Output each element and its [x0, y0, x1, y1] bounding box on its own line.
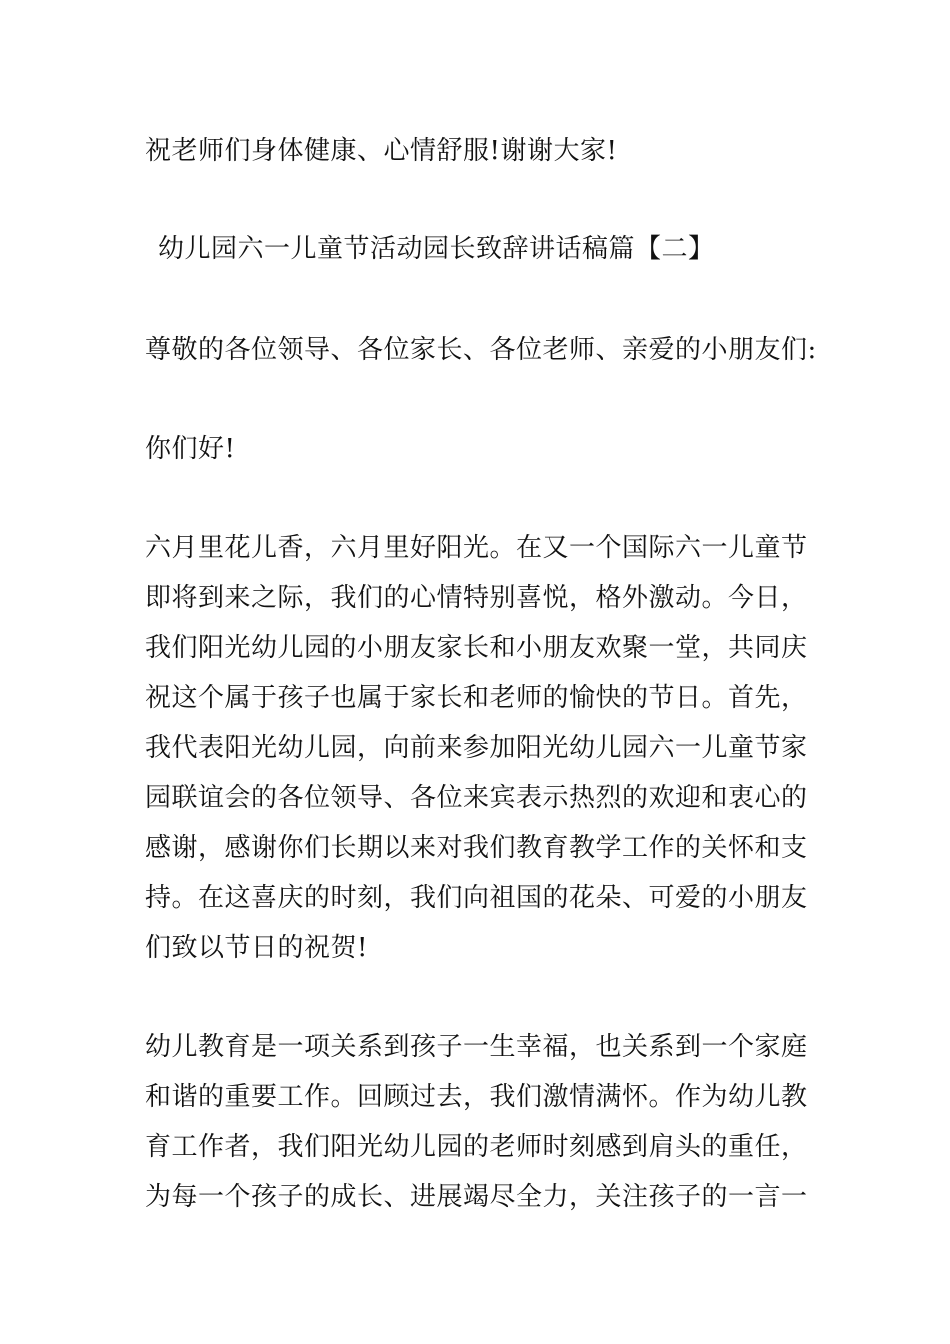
paragraph-2 — [145, 1022, 815, 1222]
paragraph-line: 园联谊会的各位领导、各位来宾表示热烈的欢迎和衷心的 — [145, 783, 808, 813]
closing-line: 祝老师们身体健康、心情舒服!谢谢大家! — [145, 136, 618, 166]
paragraph-line: 幼儿教育是一项关系到孩子一生幸福，也关系到一个家庭 — [145, 1032, 808, 1062]
paragraph-line: 育工作者，我们阳光幼儿园的老师时刻感到肩头的重任， — [145, 1132, 808, 1162]
section-heading: 幼儿园六一儿童节活动园长致辞讲话稿篇【二】 — [158, 234, 715, 264]
paragraph-line: 我代表阳光幼儿园，向前来参加阳光幼儿园六一儿童节家 — [145, 733, 808, 763]
paragraph-line: 感谢，感谢你们长期以来对我们教育教学工作的关怀和支 — [145, 833, 808, 863]
paragraph-line: 六月里花儿香，六月里好阳光。在又一个国际六一儿童节 — [145, 533, 808, 563]
paragraph-line: 和谐的重要工作。回顾过去，我们激情满怀。作为幼儿教 — [145, 1082, 808, 1112]
paragraph-line: 为每一个孩子的成长、进展竭尽全力，关注孩子的一言一 — [145, 1182, 808, 1212]
paragraph-line: 我们阳光幼儿园的小朋友家长和小朋友欢聚一堂，共同庆 — [145, 633, 808, 663]
greeting: 你们好! — [145, 434, 236, 464]
salutation: 尊敬的各位领导、各位家长、各位老师、亲爱的小朋友们: — [145, 335, 817, 365]
paragraph-line: 即将到来之际，我们的心情特别喜悦，格外激动。今日， — [145, 583, 808, 613]
paragraph-line: 持。在这喜庆的时刻，我们向祖国的花朵、可爱的小朋友 — [145, 883, 808, 913]
paragraph-line: 们致以节日的祝贺! — [145, 933, 368, 963]
paragraph-1 — [145, 523, 815, 973]
paragraph-line: 祝这个属于孩子也属于家长和老师的愉快的节日。首先， — [145, 683, 808, 713]
